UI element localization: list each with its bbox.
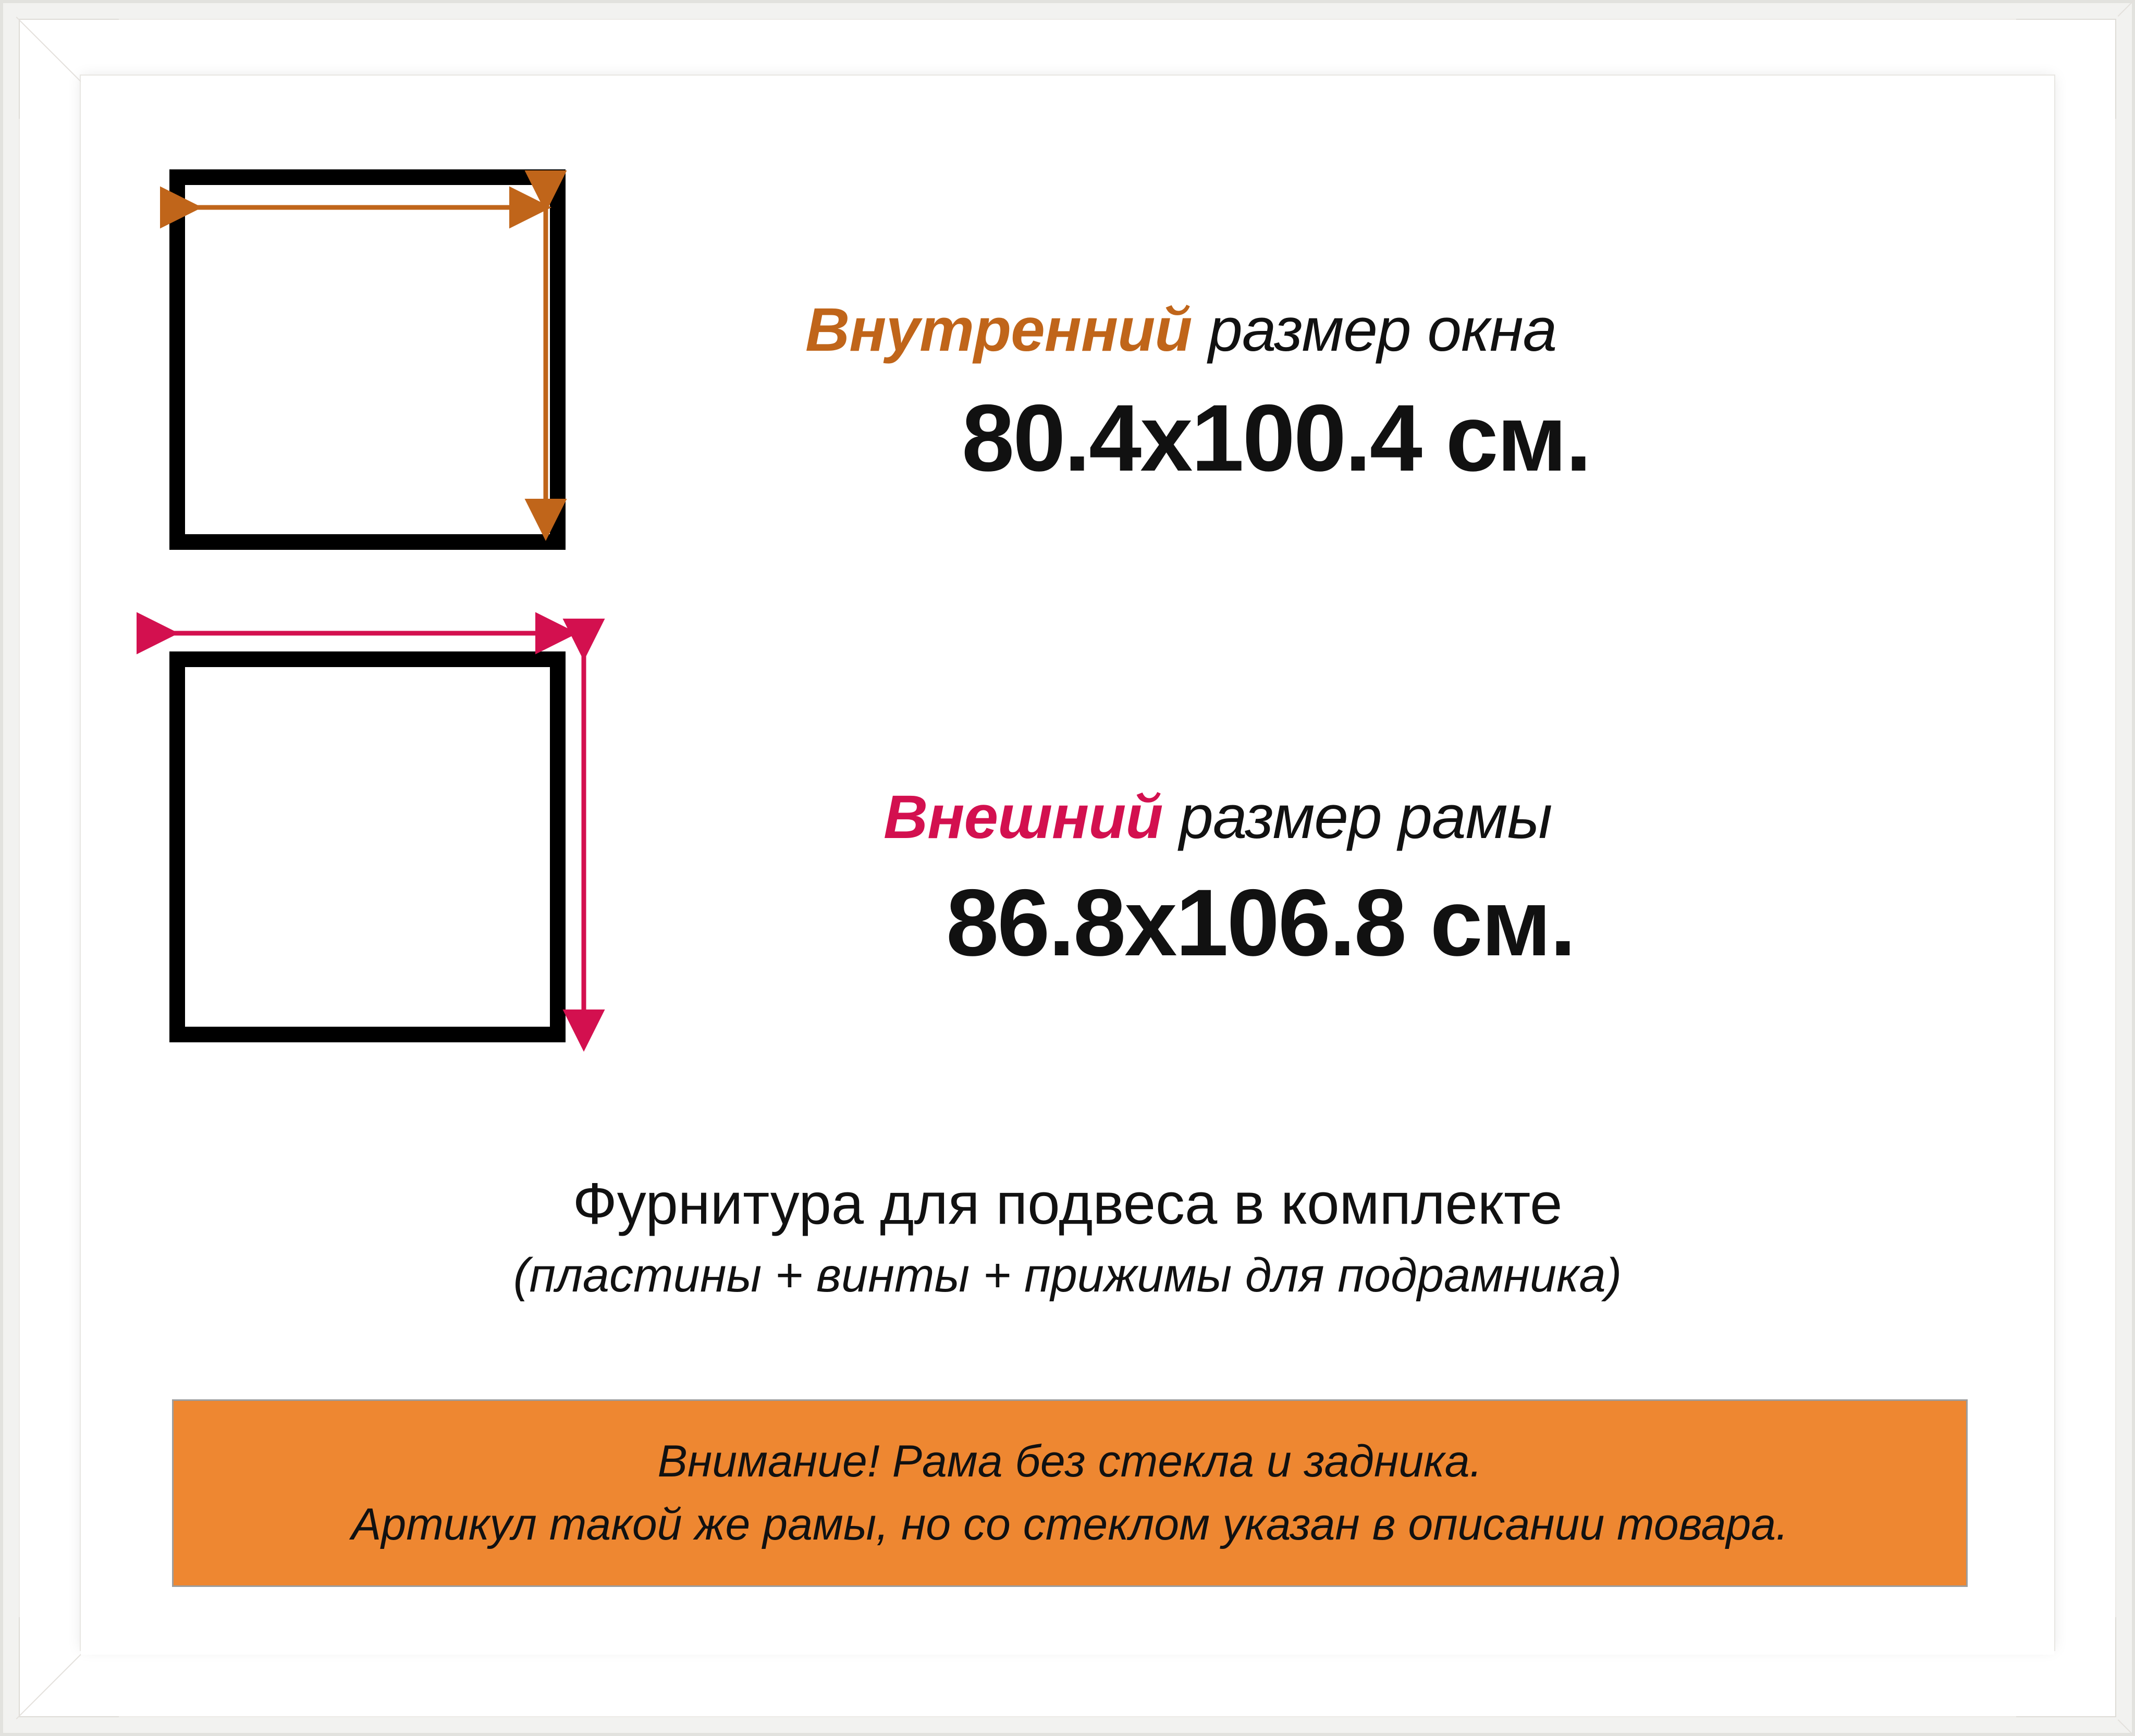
- outer-size-square: [169, 651, 566, 1042]
- outer-size-value: 86.8x106.8 см.: [946, 869, 1575, 976]
- notice-box: [172, 1399, 1968, 1587]
- inner-size-square: [169, 169, 566, 550]
- hardware-subtitle: (пластины + винты + прижимы для подрамника): [513, 1249, 1622, 1302]
- inner-size-label-highlight: Внутренний: [805, 296, 1192, 364]
- notice-line-2: Артикул такой же рамы, но со стеклом указан в описании товара.: [351, 1499, 1788, 1549]
- notice-line-1: Внимание! Рама без стекла и задника.: [657, 1436, 1482, 1486]
- outer-size-label-rest: размер рамы: [1162, 783, 1552, 852]
- poster-content: [81, 76, 2054, 1655]
- inner-size-label-rest: размер окна: [1192, 296, 1557, 364]
- inner-size-value: 80.4x100.4 см.: [962, 385, 1590, 491]
- outer-size-label-highlight: Внешний: [884, 783, 1163, 852]
- inner-size-label: [805, 294, 1556, 365]
- hardware-title: Фурнитура для подвеса в комплекте: [572, 1171, 1563, 1236]
- outer-size-label: [884, 782, 1552, 853]
